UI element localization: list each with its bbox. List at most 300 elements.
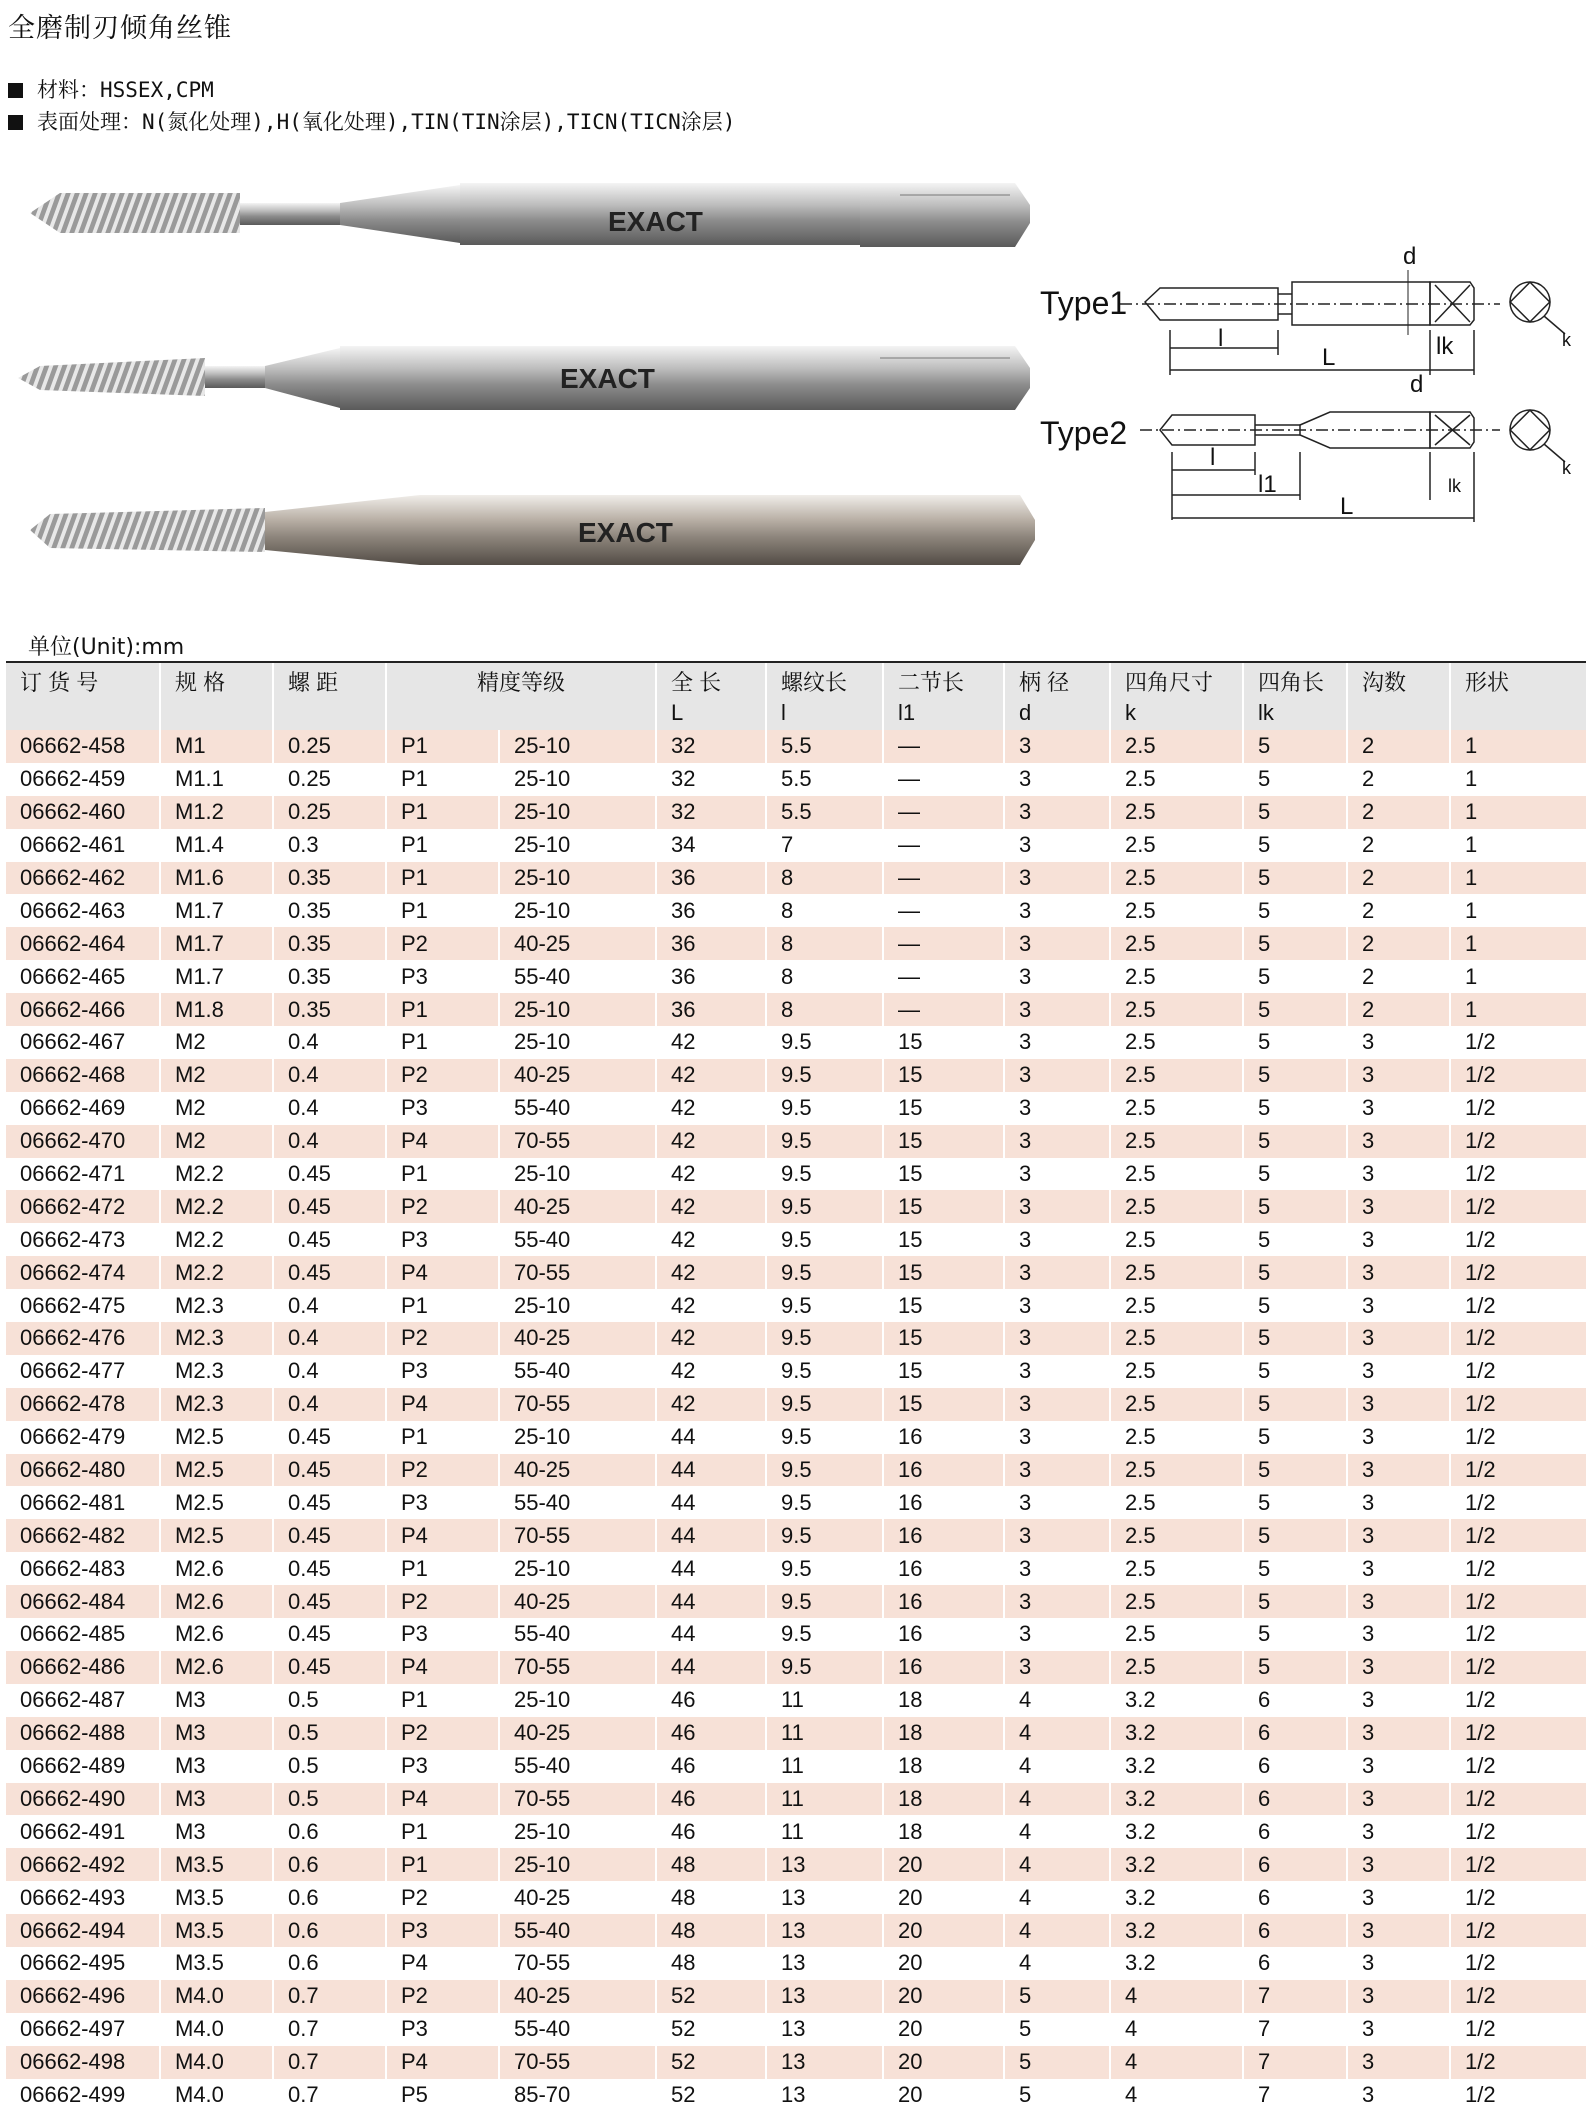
- cell-spec: M2.2: [160, 1190, 273, 1223]
- cell-order-no: 06662-482: [20, 1522, 126, 1548]
- cell-square-size: 4: [1110, 2046, 1243, 2079]
- cell-shank-dia: 3: [1004, 763, 1110, 796]
- cell-order-no: 06662-475: [20, 1292, 126, 1318]
- cell-square-length: 5: [1243, 1190, 1347, 1223]
- cell-shape: 1/2: [1450, 1717, 1586, 1750]
- cell-square-size: 2.5: [1110, 1190, 1243, 1223]
- cell-square-size: 3.2: [1110, 1914, 1243, 1947]
- table-row: [6, 894, 1586, 927]
- cell-second-length: 16: [883, 1421, 1004, 1454]
- cell-order-no: 06662-494: [20, 1917, 126, 1943]
- cell-precision-range: 55-40: [499, 1355, 656, 1388]
- cell-precision-class: P2: [386, 1881, 499, 1914]
- cell-square-length: 6: [1243, 1848, 1347, 1881]
- cell-precision-range: 55-40: [499, 1223, 656, 1256]
- cell-square-size: 2.5: [1110, 993, 1243, 1026]
- table-row: [6, 1848, 1586, 1881]
- table-row: [6, 1158, 1586, 1191]
- cell-square-length: 5: [1243, 1158, 1347, 1191]
- cell-thread-length: 13: [766, 2079, 883, 2112]
- cell-precision-class: P1: [386, 1421, 499, 1454]
- cell-flutes: 3: [1347, 1125, 1450, 1158]
- header-square-size: 四角尺寸: [1110, 663, 1243, 700]
- cell-precision-range: 40-25: [499, 1881, 656, 1914]
- cell-thread-length: 9.5: [766, 1355, 883, 1388]
- cell-total-length: 44: [656, 1486, 766, 1519]
- cell-flutes: 3: [1347, 1388, 1450, 1421]
- cell-square-length: 5: [1243, 960, 1347, 993]
- cell-shape: 1/2: [1450, 1158, 1586, 1191]
- cell-thread-length: 11: [766, 1684, 883, 1717]
- cell-thread-length: 8: [766, 960, 883, 993]
- cell-order-no: 06662-477: [20, 1358, 126, 1384]
- cell-flutes: 3: [1347, 1783, 1450, 1816]
- cell-order-no: 06662-468: [20, 1062, 126, 1088]
- cell-order-no: 06662-491: [20, 1818, 126, 1844]
- cell-square-size: 3.2: [1110, 1848, 1243, 1881]
- cell-shape: 1/2: [1450, 1322, 1586, 1355]
- cell-order-no: 06662-496: [20, 1983, 126, 2009]
- cell-shank-dia: 3: [1004, 1158, 1110, 1191]
- cell-precision-class: P4: [386, 1256, 499, 1289]
- table-row: [6, 796, 1586, 829]
- cell-thread-length: 9.5: [766, 1454, 883, 1487]
- cell-flutes: 3: [1347, 1256, 1450, 1289]
- type2-L-label: L: [1340, 493, 1354, 520]
- header-total-length: 全 长: [656, 663, 766, 700]
- cell-spec: M2.2: [160, 1223, 273, 1256]
- cell-square-size: 2.5: [1110, 1092, 1243, 1125]
- cell-spec: M3: [160, 1750, 273, 1783]
- cell-pitch: 0.45: [273, 1421, 386, 1454]
- cell-thread-length: 8: [766, 894, 883, 927]
- cell-pitch: 0.45: [273, 1454, 386, 1487]
- table-row: [6, 1717, 1586, 1750]
- cell-square-size: 2.5: [1110, 927, 1243, 960]
- cell-shank-dia: 3: [1004, 1486, 1110, 1519]
- cell-shape: 1: [1450, 993, 1586, 1026]
- cell-second-length: 18: [883, 1783, 1004, 1816]
- cell-square-length: 5: [1243, 1059, 1347, 1092]
- cell-precision-class: P3: [386, 1914, 499, 1947]
- cell-flutes: 3: [1347, 2079, 1450, 2112]
- cell-shank-dia: 3: [1004, 894, 1110, 927]
- header-shank-dia: 柄 径: [1004, 663, 1110, 700]
- cell-spec: M4.0: [160, 2046, 273, 2079]
- cell-second-length: 20: [883, 1848, 1004, 1881]
- cell-shank-dia: 3: [1004, 862, 1110, 895]
- cell-shape: 1/2: [1450, 1947, 1586, 1980]
- cell-second-length: —: [883, 960, 1004, 993]
- cell-second-length: —: [883, 796, 1004, 829]
- cell-total-length: 42: [656, 1190, 766, 1223]
- cell-flutes: 3: [1347, 1881, 1450, 1914]
- cell-square-length: 5: [1243, 1026, 1347, 1059]
- cell-precision-range: 70-55: [499, 1947, 656, 1980]
- cell-pitch: 0.45: [273, 1552, 386, 1585]
- cell-square-length: 7: [1243, 2046, 1347, 2079]
- table-row: [6, 1519, 1586, 1552]
- cell-spec: M2.3: [160, 1322, 273, 1355]
- cell-order-no: 06662-497: [20, 2016, 126, 2042]
- cell-shape: 1/2: [1450, 1092, 1586, 1125]
- cell-thread-length: 13: [766, 2046, 883, 2079]
- cell-order-no: 06662-466: [20, 996, 126, 1022]
- cell-pitch: 0.4: [273, 1059, 386, 1092]
- cell-shank-dia: 3: [1004, 1223, 1110, 1256]
- cell-order-no: 06662-484: [20, 1588, 126, 1614]
- cell-total-length: 42: [656, 1026, 766, 1059]
- cell-second-length: —: [883, 862, 1004, 895]
- cell-shank-dia: 3: [1004, 1059, 1110, 1092]
- type1-label: Type1: [1040, 285, 1128, 321]
- cell-shape: 1/2: [1450, 2046, 1586, 2079]
- cell-precision-range: 25-10: [499, 1552, 656, 1585]
- cell-total-length: 44: [656, 1585, 766, 1618]
- cell-precision-class: P5: [386, 2079, 499, 2112]
- cell-precision-class: P3: [386, 1750, 499, 1783]
- cell-thread-length: 13: [766, 1947, 883, 1980]
- table-row: [6, 927, 1586, 960]
- cell-order-no: 06662-485: [20, 1621, 126, 1647]
- cell-precision-range: 70-55: [499, 1651, 656, 1684]
- cell-precision-range: 25-10: [499, 1026, 656, 1059]
- cell-thread-length: 13: [766, 1881, 883, 1914]
- cell-second-length: 15: [883, 1059, 1004, 1092]
- cell-spec: M3.5: [160, 1881, 273, 1914]
- cell-precision-class: P3: [386, 1355, 499, 1388]
- cell-order-no: 06662-498: [20, 2049, 126, 2075]
- cell-second-length: 20: [883, 2079, 1004, 2112]
- cell-total-length: 46: [656, 1717, 766, 1750]
- cell-spec: M4.0: [160, 2013, 273, 2046]
- cell-square-size: 2.5: [1110, 1388, 1243, 1421]
- cell-flutes: 3: [1347, 1026, 1450, 1059]
- cell-square-size: 4: [1110, 2079, 1243, 2112]
- cell-flutes: 3: [1347, 1914, 1450, 1947]
- cell-square-length: 5: [1243, 829, 1347, 862]
- cell-thread-length: 9.5: [766, 1519, 883, 1552]
- cell-shank-dia: 4: [1004, 1881, 1110, 1914]
- cell-shank-dia: 3: [1004, 1355, 1110, 1388]
- table-row: [6, 2046, 1586, 2079]
- cell-square-size: 2.5: [1110, 1519, 1243, 1552]
- cell-precision-range: 70-55: [499, 1388, 656, 1421]
- cell-flutes: 3: [1347, 1486, 1450, 1519]
- cell-spec: M2: [160, 1059, 273, 1092]
- cell-precision-range: 70-55: [499, 1783, 656, 1816]
- cell-order-no: 06662-483: [20, 1555, 126, 1581]
- cell-square-size: 3.2: [1110, 1881, 1243, 1914]
- cell-precision-range: 40-25: [499, 1322, 656, 1355]
- cell-square-length: 5: [1243, 1651, 1347, 1684]
- cell-precision-range: 70-55: [499, 1125, 656, 1158]
- type-diagram: [1030, 230, 1590, 540]
- cell-second-length: 15: [883, 1158, 1004, 1191]
- cell-order-no: 06662-471: [20, 1161, 126, 1187]
- cell-square-length: 5: [1243, 993, 1347, 1026]
- cell-shank-dia: 3: [1004, 1421, 1110, 1454]
- cell-spec: M3: [160, 1815, 273, 1848]
- cell-order-no: 06662-476: [20, 1325, 126, 1351]
- header-order-no: 订 货 号: [20, 670, 99, 695]
- cell-shank-dia: 4: [1004, 1947, 1110, 1980]
- table-subheader-row: [6, 700, 1586, 730]
- cell-total-length: 48: [656, 1848, 766, 1881]
- cell-square-size: 2.5: [1110, 829, 1243, 862]
- cell-thread-length: 5.5: [766, 763, 883, 796]
- table-row: [6, 1092, 1586, 1125]
- cell-pitch: 0.4: [273, 1289, 386, 1322]
- cell-order-no: 06662-467: [20, 1029, 126, 1055]
- cell-flutes: 3: [1347, 1421, 1450, 1454]
- cell-precision-range: 70-55: [499, 1519, 656, 1552]
- cell-shape: 1/2: [1450, 1684, 1586, 1717]
- cell-precision-class: P1: [386, 894, 499, 927]
- cell-precision-class: P1: [386, 1026, 499, 1059]
- cell-spec: M3: [160, 1684, 273, 1717]
- cell-shank-dia: 3: [1004, 1092, 1110, 1125]
- cell-precision-class: P2: [386, 1190, 499, 1223]
- cell-pitch: 0.7: [273, 2079, 386, 2112]
- spec-surface: [8, 106, 735, 136]
- cell-shank-dia: 3: [1004, 796, 1110, 829]
- cell-precision-class: P4: [386, 1651, 499, 1684]
- cell-shank-dia: 3: [1004, 1026, 1110, 1059]
- unit-label: 单位(Unit):mm: [28, 635, 185, 660]
- cell-shank-dia: 3: [1004, 1519, 1110, 1552]
- cell-square-length: 5: [1243, 763, 1347, 796]
- cell-total-length: 42: [656, 1388, 766, 1421]
- cell-flutes: 3: [1347, 2013, 1450, 2046]
- cell-shape: 1/2: [1450, 1815, 1586, 1848]
- cell-shank-dia: 3: [1004, 1585, 1110, 1618]
- cell-square-size: 3.2: [1110, 1750, 1243, 1783]
- cell-flutes: 2: [1347, 730, 1450, 763]
- cell-square-size: 2.5: [1110, 1158, 1243, 1191]
- cell-square-size: 3.2: [1110, 1783, 1243, 1816]
- cell-spec: M1.7: [160, 927, 273, 960]
- cell-thread-length: 11: [766, 1783, 883, 1816]
- cell-thread-length: 9.5: [766, 1421, 883, 1454]
- cell-shank-dia: 3: [1004, 1454, 1110, 1487]
- cell-spec: M3.5: [160, 1914, 273, 1947]
- cell-square-length: 5: [1243, 894, 1347, 927]
- cell-square-size: 2.5: [1110, 1256, 1243, 1289]
- cell-total-length: 32: [656, 730, 766, 763]
- cell-spec: M2.3: [160, 1289, 273, 1322]
- spec-material-text: 材料：HSSEX,CPM: [37, 78, 214, 102]
- cell-total-length: 52: [656, 2079, 766, 2112]
- cell-thread-length: 13: [766, 1914, 883, 1947]
- table-row: [6, 1355, 1586, 1388]
- cell-square-length: 5: [1243, 1289, 1347, 1322]
- cell-flutes: 3: [1347, 1980, 1450, 2013]
- cell-thread-length: 9.5: [766, 1651, 883, 1684]
- cell-shank-dia: 5: [1004, 2079, 1110, 2112]
- cell-pitch: 0.45: [273, 1190, 386, 1223]
- table-row: [6, 1815, 1586, 1848]
- cell-pitch: 0.45: [273, 1519, 386, 1552]
- cell-spec: M1.8: [160, 993, 273, 1026]
- brand-logo: EXACT: [560, 363, 655, 394]
- cell-precision-class: P1: [386, 1684, 499, 1717]
- subheader-l: l: [766, 700, 883, 730]
- cell-precision-class: P1: [386, 993, 499, 1026]
- cell-precision-class: P2: [386, 927, 499, 960]
- cell-total-length: 46: [656, 1783, 766, 1816]
- cell-second-length: 20: [883, 1914, 1004, 1947]
- cell-shape: 1: [1450, 894, 1586, 927]
- cell-shank-dia: 3: [1004, 1618, 1110, 1651]
- cell-second-length: 20: [883, 2046, 1004, 2079]
- header-flutes: 沟数: [1347, 663, 1450, 700]
- cell-precision-range: 25-10: [499, 829, 656, 862]
- cell-total-length: 42: [656, 1289, 766, 1322]
- cell-spec: M2.3: [160, 1355, 273, 1388]
- cell-square-size: 2.5: [1110, 1421, 1243, 1454]
- cell-order-no: 06662-465: [20, 963, 126, 989]
- cell-pitch: 0.6: [273, 1914, 386, 1947]
- cell-total-length: 36: [656, 960, 766, 993]
- cell-order-no: 06662-478: [20, 1391, 126, 1417]
- cell-flutes: 3: [1347, 1454, 1450, 1487]
- cell-precision-range: 55-40: [499, 1092, 656, 1125]
- cell-square-size: 2.5: [1110, 763, 1243, 796]
- cell-total-length: 42: [656, 1158, 766, 1191]
- cell-thread-length: 9.5: [766, 1618, 883, 1651]
- table-row: [6, 829, 1586, 862]
- cell-shape: 1/2: [1450, 1026, 1586, 1059]
- table-row: [6, 1125, 1586, 1158]
- cell-thread-length: 9.5: [766, 1190, 883, 1223]
- cell-thread-length: 8: [766, 862, 883, 895]
- cell-flutes: 3: [1347, 1618, 1450, 1651]
- table-row: [6, 1289, 1586, 1322]
- cell-pitch: 0.7: [273, 2046, 386, 2079]
- cell-order-no: 06662-472: [20, 1193, 126, 1219]
- cell-square-length: 5: [1243, 1421, 1347, 1454]
- cell-shank-dia: 3: [1004, 927, 1110, 960]
- cell-shape: 1/2: [1450, 1519, 1586, 1552]
- cell-square-size: 2.5: [1110, 1585, 1243, 1618]
- cell-order-no: 06662-487: [20, 1687, 126, 1713]
- cell-total-length: 44: [656, 1454, 766, 1487]
- table-row: [6, 1881, 1586, 1914]
- cell-square-size: 2.5: [1110, 862, 1243, 895]
- cell-second-length: 18: [883, 1750, 1004, 1783]
- cell-flutes: 2: [1347, 993, 1450, 1026]
- cell-order-no: 06662-481: [20, 1489, 126, 1515]
- cell-flutes: 2: [1347, 829, 1450, 862]
- table-row: [6, 1618, 1586, 1651]
- cell-precision-class: P2: [386, 1454, 499, 1487]
- cell-spec: M2: [160, 1092, 273, 1125]
- cell-second-length: —: [883, 993, 1004, 1026]
- cell-pitch: 0.35: [273, 862, 386, 895]
- table-row: [6, 1256, 1586, 1289]
- subheader-lk: lk: [1243, 700, 1347, 730]
- cell-shape: 1/2: [1450, 1223, 1586, 1256]
- cell-total-length: 36: [656, 894, 766, 927]
- header-second-length: 二节长: [883, 663, 1004, 700]
- cell-shape: 1/2: [1450, 1421, 1586, 1454]
- cell-flutes: 3: [1347, 1190, 1450, 1223]
- cell-precision-class: P1: [386, 730, 499, 763]
- cell-pitch: 0.6: [273, 1815, 386, 1848]
- cell-total-length: 32: [656, 796, 766, 829]
- cell-total-length: 44: [656, 1651, 766, 1684]
- cell-shank-dia: 3: [1004, 829, 1110, 862]
- cell-square-size: 2.5: [1110, 796, 1243, 829]
- cell-second-length: 15: [883, 1026, 1004, 1059]
- table-row: [6, 1684, 1586, 1717]
- cell-spec: M1.7: [160, 960, 273, 993]
- cell-second-length: 15: [883, 1125, 1004, 1158]
- cell-precision-range: 25-10: [499, 796, 656, 829]
- cell-second-length: —: [883, 763, 1004, 796]
- cell-shank-dia: 3: [1004, 730, 1110, 763]
- cell-flutes: 3: [1347, 1684, 1450, 1717]
- cell-total-length: 52: [656, 1980, 766, 2013]
- cell-spec: M2: [160, 1026, 273, 1059]
- cell-precision-class: P2: [386, 1717, 499, 1750]
- cell-thread-length: 13: [766, 1980, 883, 2013]
- cell-square-size: 2.5: [1110, 1486, 1243, 1519]
- cell-precision-range: 55-40: [499, 1618, 656, 1651]
- cell-spec: M2: [160, 1125, 273, 1158]
- cell-flutes: 3: [1347, 1158, 1450, 1191]
- cell-shape: 1/2: [1450, 1881, 1586, 1914]
- cell-total-length: 48: [656, 1881, 766, 1914]
- cell-square-length: 6: [1243, 1717, 1347, 1750]
- cell-order-no: 06662-474: [20, 1259, 126, 1285]
- cell-spec: M3: [160, 1717, 273, 1750]
- table-row: [6, 1980, 1586, 2013]
- cell-flutes: 2: [1347, 927, 1450, 960]
- cell-shank-dia: 5: [1004, 1980, 1110, 2013]
- cell-shank-dia: 4: [1004, 1914, 1110, 1947]
- cell-square-length: 6: [1243, 1684, 1347, 1717]
- cell-square-size: 2.5: [1110, 1223, 1243, 1256]
- cell-shank-dia: 3: [1004, 1322, 1110, 1355]
- cell-thread-length: 9.5: [766, 1388, 883, 1421]
- tap-product-images: [0, 165, 1040, 585]
- cell-shank-dia: 3: [1004, 1256, 1110, 1289]
- cell-thread-length: 9.5: [766, 1486, 883, 1519]
- cell-thread-length: 9.5: [766, 1026, 883, 1059]
- cell-total-length: 42: [656, 1322, 766, 1355]
- cell-shape: 1/2: [1450, 1585, 1586, 1618]
- type1-L-label: L: [1322, 344, 1336, 371]
- cell-precision-class: P2: [386, 1585, 499, 1618]
- cell-second-length: 15: [883, 1256, 1004, 1289]
- cell-second-length: 15: [883, 1388, 1004, 1421]
- cell-thread-length: 9.5: [766, 1585, 883, 1618]
- cell-square-size: 2.5: [1110, 1289, 1243, 1322]
- cell-spec: M1.6: [160, 862, 273, 895]
- cell-shape: 1: [1450, 796, 1586, 829]
- cell-shape: 1/2: [1450, 1651, 1586, 1684]
- cell-total-length: 36: [656, 862, 766, 895]
- cell-precision-class: P3: [386, 1092, 499, 1125]
- cell-pitch: 0.45: [273, 1651, 386, 1684]
- table-row: [6, 1486, 1586, 1519]
- cell-order-no: 06662-461: [20, 832, 126, 858]
- cell-precision-range: 25-10: [499, 894, 656, 927]
- cell-shank-dia: 3: [1004, 1289, 1110, 1322]
- cell-square-size: 2.5: [1110, 1552, 1243, 1585]
